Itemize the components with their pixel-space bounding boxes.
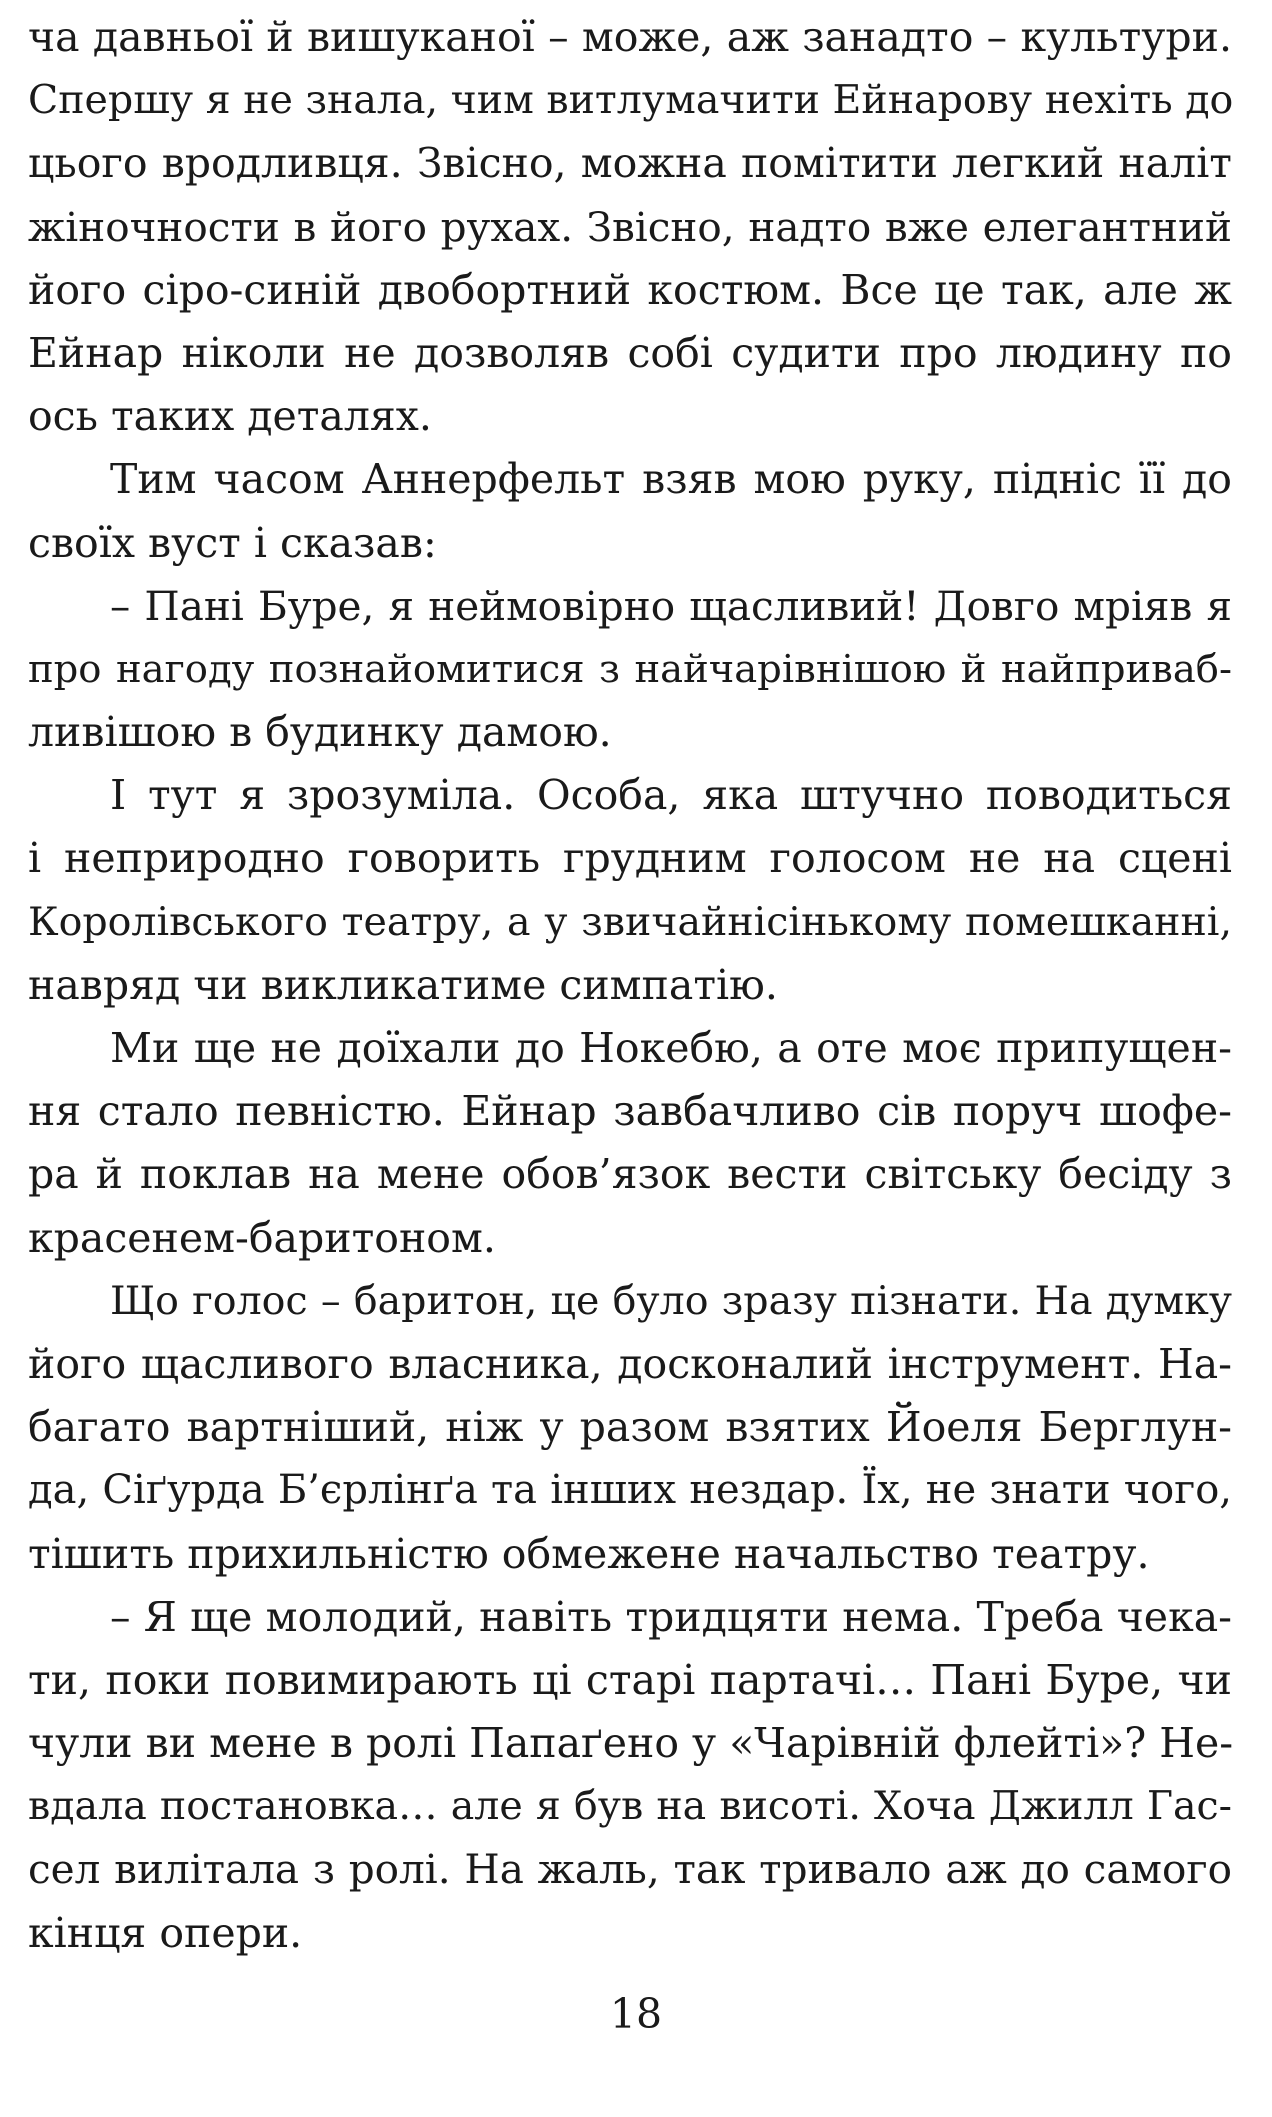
text-line: ча давньої й вишуканої – може, аж занадто – культури. xyxy=(28,13,1232,61)
text-line: вдала постановка… але я був на висоті. Хоча Джилл Гас- xyxy=(28,1783,1232,1830)
text-line: кінця опери. xyxy=(28,1908,303,1957)
text-line: ня стало певністю. Ейнар завбачливо сів поруч шофе- xyxy=(28,1087,1232,1136)
text-line: Королівського театру, а у звичайнісінькому помешканні, xyxy=(28,898,1232,945)
text-line: ось таких деталях. xyxy=(28,392,432,441)
text-line: – Я ще молодий, навіть тридцяти нема. Треба чека- xyxy=(110,1592,1232,1641)
text-line: сел вилітала з ролі. На жаль, так тривало аж до самого xyxy=(28,1845,1232,1894)
text-line: – Пані Буре, я неймовірно щасливий! Довго мріяв я xyxy=(110,581,1232,630)
text-line: ливішою в будинку дамою. xyxy=(28,708,612,757)
text-line: навряд чи викликатиме симпатію. xyxy=(28,960,778,1009)
text-line: його сіро-синій двобортний костюм. Все це так, але ж xyxy=(28,265,1232,314)
text-line: цього вродливця. Звісно, можна помітити легкий наліт xyxy=(28,139,1232,188)
text-line: ра й поклав на мене обов’язок вести світську бесіду з xyxy=(28,1150,1232,1199)
text-line: Ми ще не доїхали до Нокебю, а оте моє припущен- xyxy=(110,1024,1232,1072)
page-number: 18 xyxy=(609,1990,663,2038)
text-line: тішить прихильністю обмежене начальство театру. xyxy=(28,1529,1150,1578)
text-line: своїх вуст і сказав: xyxy=(28,518,437,567)
text-line: його щасливого власника, досконалий інструмент. На- xyxy=(28,1339,1232,1388)
text-line: чули ви мене в ролі Папаґено у «Чарівній флейті»? Не- xyxy=(28,1719,1234,1768)
text-line: Ейнар ніколи не дозволяв собі судити про людину по xyxy=(28,328,1232,377)
text-line: І тут я зрозуміла. Особа, яка штучно поводиться xyxy=(110,771,1232,820)
text-line: да, Сіґурда Б’єрлінґа та інших нездар. Їх, не знати чого, xyxy=(28,1467,1232,1514)
text-line: жіночности в його рухах. Звісно, надто вже елегантний xyxy=(28,202,1232,251)
text-line: красенем-баритоном. xyxy=(28,1213,496,1262)
text-line: Спершу я не знала, чим витлумачити Ейнарову нехіть до xyxy=(28,77,1234,124)
text-line: Що голос – баритон, це було зразу пізнати. На думку xyxy=(110,1277,1232,1324)
text-line: Тим часом Аннерфельт взяв мою руку, підніс її до xyxy=(110,455,1232,504)
page-body xyxy=(28,6,1232,1965)
text-line: про нагоду познайомитися з найчарівнішою й найприваб- xyxy=(28,646,1232,692)
text-line: ти, поки повимирають ці старі партачі… Пані Буре, чи xyxy=(28,1655,1232,1704)
text-line: і неприродно говорить грудним голосом не на сцені xyxy=(28,834,1232,883)
text-line: багато вартніший, ніж у разом взятих Йоеля Берглун- xyxy=(28,1403,1232,1452)
